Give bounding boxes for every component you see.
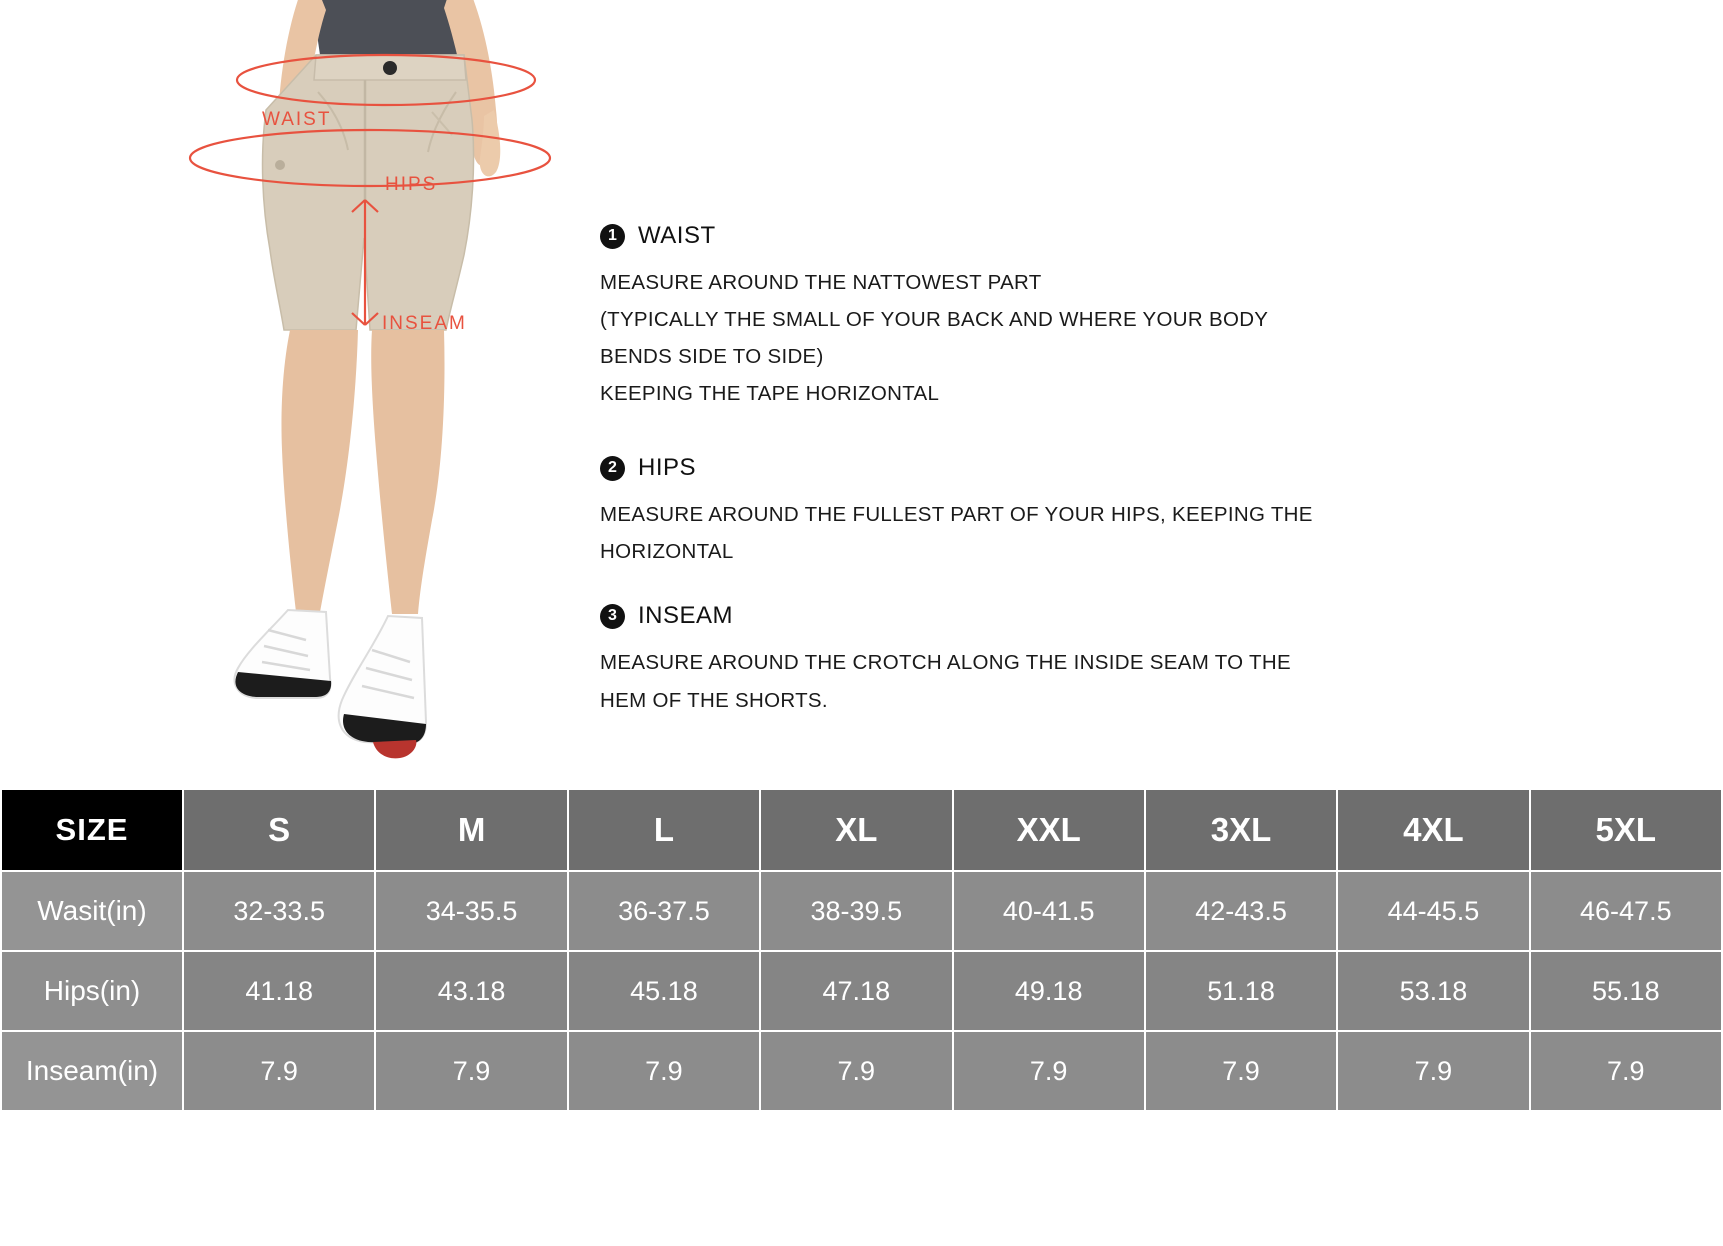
shorts-shape [263, 55, 474, 330]
table-cell: 7.9 [1337, 1031, 1529, 1111]
row-label: Inseam(in) [1, 1031, 183, 1111]
table-cell: 7.9 [375, 1031, 567, 1111]
model-illustration [120, 0, 620, 790]
left-leg [281, 330, 358, 612]
table-cell: 36-37.5 [568, 871, 760, 951]
table-cell: 32-33.5 [183, 871, 375, 951]
table-cell: 7.9 [953, 1031, 1145, 1111]
step-number-badge: 2 [600, 456, 625, 481]
cargo-pocket-snap [275, 160, 285, 170]
step-number-badge: 1 [600, 224, 625, 249]
size-column-header: M [375, 789, 567, 871]
table-row [1, 1031, 1722, 1111]
hips-label: HIPS [385, 174, 438, 195]
instruction-line: MEASURE AROUND THE CROTCH ALONG THE INSIDE SEAM TO THE [600, 651, 1291, 674]
row-label: Hips(in) [1, 951, 183, 1031]
table-cell: 51.18 [1145, 951, 1337, 1031]
instruction-heading [600, 602, 1420, 630]
size-column-header: L [568, 789, 760, 871]
table-cell: 46-47.5 [1530, 871, 1722, 951]
step-number-badge: 3 [600, 604, 625, 629]
table-header-row [1, 789, 1722, 871]
instruction-title: INSEAM [638, 602, 734, 629]
waistband-button [383, 61, 397, 75]
size-column-header: S [183, 789, 375, 871]
table-cell: 7.9 [183, 1031, 375, 1111]
instruction-block-hips [600, 454, 1420, 570]
instructions-panel [600, 222, 1420, 750]
size-column-header: 3XL [1145, 789, 1337, 871]
waist-label: WAIST [262, 109, 332, 130]
instruction-block-waist [600, 222, 1420, 412]
table-cell: 53.18 [1337, 951, 1529, 1031]
size-column-header: XXL [953, 789, 1145, 871]
table-cell: 41.18 [183, 951, 375, 1031]
table-cell: 43.18 [375, 951, 567, 1031]
table-cell: 55.18 [1530, 951, 1722, 1031]
table-cell: 44-45.5 [1337, 871, 1529, 951]
table-cell: 38-39.5 [760, 871, 952, 951]
table-cell: 34-35.5 [375, 871, 567, 951]
size-header-cell: SIZE [1, 789, 183, 871]
size-column-header: XL [760, 789, 952, 871]
table-cell: 47.18 [760, 951, 952, 1031]
instruction-heading [600, 454, 1420, 482]
instruction-line: HEM OF THE SHORTS. [600, 689, 828, 712]
size-chart-table [0, 788, 1723, 1112]
right-leg [371, 330, 444, 614]
inseam-label: INSEAM [382, 313, 467, 334]
instruction-line: MEASURE AROUND THE NATTOWEST PART [600, 271, 1042, 294]
table-cell: 7.9 [1530, 1031, 1722, 1111]
table-cell: 7.9 [1145, 1031, 1337, 1111]
instruction-title: WAIST [638, 222, 716, 249]
table-row [1, 951, 1722, 1031]
instruction-line: KEEPING THE TAPE HORIZONTAL [600, 382, 940, 405]
table-cell: 49.18 [953, 951, 1145, 1031]
size-column-header: 5XL [1530, 789, 1722, 871]
table-cell: 7.9 [568, 1031, 760, 1111]
instruction-line: BENDS SIDE TO SIDE) [600, 345, 824, 368]
instruction-heading [600, 222, 1420, 250]
table-cell: 42-43.5 [1145, 871, 1337, 951]
size-column-header: 4XL [1337, 789, 1529, 871]
table-cell: 45.18 [568, 951, 760, 1031]
instruction-line: (TYPICALLY THE SMALL OF YOUR BACK AND WHERE YOUR BODY [600, 308, 1269, 331]
table-row [1, 871, 1722, 951]
model-figure-svg [120, 0, 620, 790]
right-shoe-heel-accent [373, 740, 416, 758]
table-cell: 7.9 [760, 1031, 952, 1111]
row-label: Wasit(in) [1, 871, 183, 951]
instruction-block-inseam [600, 602, 1420, 720]
instruction-line: HORIZONTAL [600, 540, 734, 563]
instruction-title: HIPS [638, 454, 697, 481]
shirt-shape [315, 0, 465, 55]
table-cell: 40-41.5 [953, 871, 1145, 951]
instruction-line: MEASURE AROUND THE FULLEST PART OF YOUR HIPS, KEEPING THE [600, 503, 1313, 526]
